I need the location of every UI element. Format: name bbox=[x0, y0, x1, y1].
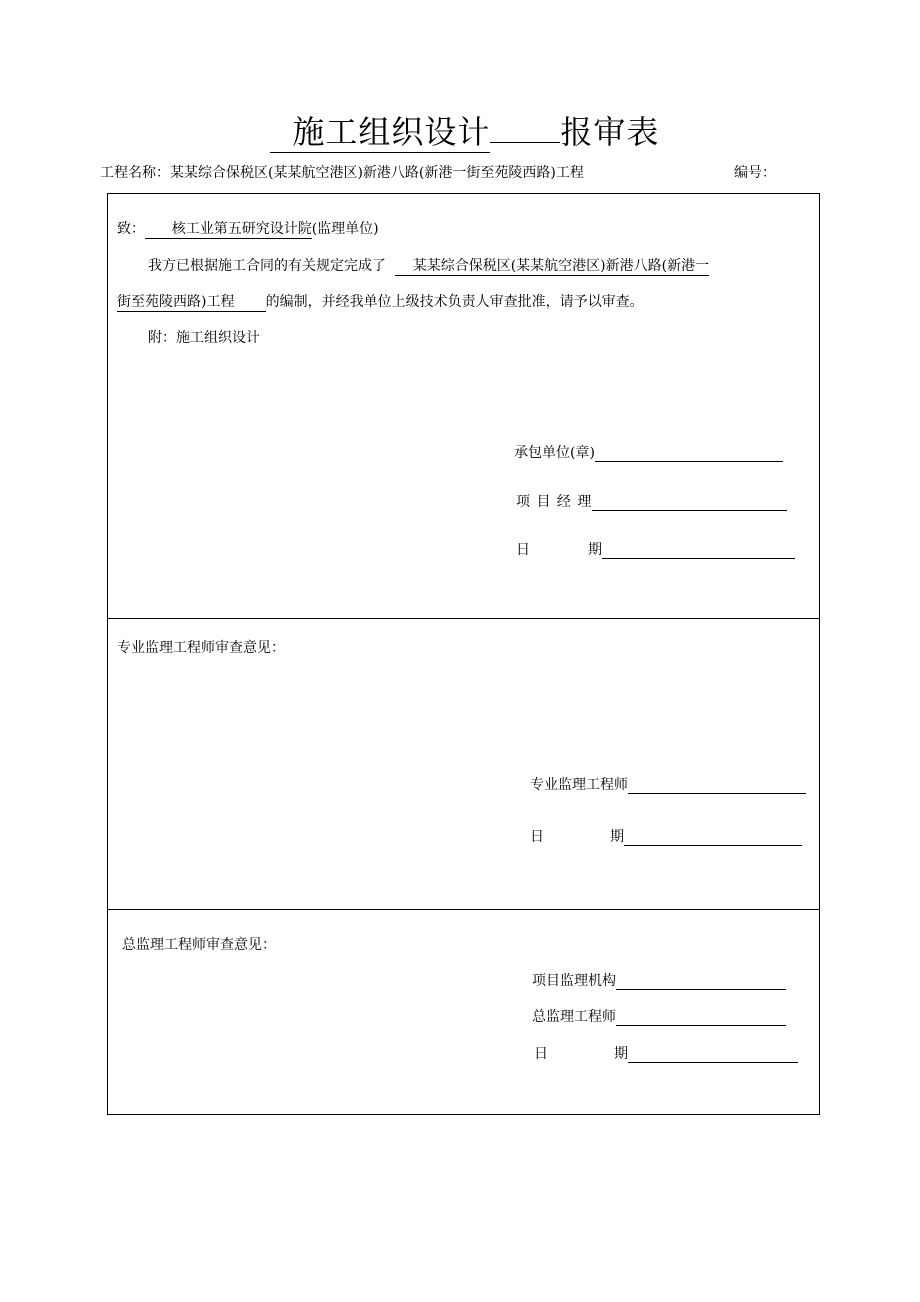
body-project-2: 街至苑陵西路)工程 bbox=[117, 291, 266, 312]
specialist-date-field[interactable] bbox=[624, 831, 802, 846]
to-suffix: (监理单位) bbox=[311, 221, 379, 237]
section-divider bbox=[107, 909, 820, 910]
project-name-row bbox=[100, 162, 584, 182]
body-suffix: 的编制，并经我单位上级技术负责人审查批准，请予以审查。 bbox=[265, 294, 644, 310]
contractor-seal-label: 承包单位(章) bbox=[514, 445, 595, 461]
specialist-sign-field[interactable] bbox=[628, 779, 806, 794]
specialist-date-row bbox=[530, 826, 802, 846]
contractor-date-row bbox=[516, 539, 795, 559]
date-label-b: 期 bbox=[588, 542, 602, 558]
form-title-name: 施工组织设计 bbox=[270, 112, 490, 153]
addressee-line bbox=[117, 218, 379, 239]
contractor-seal-field[interactable] bbox=[595, 447, 783, 462]
number-label: 编号： bbox=[734, 165, 776, 181]
specialist-sign-row bbox=[530, 774, 806, 794]
chief-sign-row bbox=[532, 1006, 786, 1026]
section-divider bbox=[107, 618, 820, 619]
date-label-b: 期 bbox=[614, 1046, 628, 1062]
to-label: 致： bbox=[117, 221, 145, 237]
date-label-a: 日 bbox=[530, 829, 544, 845]
chief-sign-label: 总监理工程师 bbox=[532, 1009, 616, 1025]
chief-date-row bbox=[534, 1043, 798, 1063]
body-prefix: 我方已根据施工合同的有关规定完成了 bbox=[148, 258, 386, 274]
specialist-sign-label: 专业监理工程师 bbox=[530, 777, 628, 793]
specialist-heading: 专业监理工程师审查意见： bbox=[117, 640, 285, 656]
project-manager-row bbox=[516, 491, 787, 511]
supervision-org-field[interactable] bbox=[616, 975, 786, 990]
chief-sign-field[interactable] bbox=[616, 1011, 786, 1026]
form-title-blank bbox=[490, 112, 560, 143]
supervision-org-label: 项目监理机构 bbox=[532, 973, 616, 989]
form-title bbox=[270, 112, 659, 153]
body-line-1 bbox=[148, 255, 709, 276]
project-name: 某某综合保税区(某某航空港区)新港八路(新港一街至苑陵西路)工程 bbox=[170, 165, 584, 181]
project-manager-field[interactable] bbox=[592, 496, 787, 511]
project-manager-label: 项 目 经 理 bbox=[516, 494, 593, 510]
contractor-date-field[interactable] bbox=[602, 544, 795, 559]
chief-date-field[interactable] bbox=[628, 1048, 798, 1063]
form-title-suffix: 报审表 bbox=[560, 113, 660, 151]
date-label-b: 期 bbox=[610, 829, 624, 845]
supervision-org-row bbox=[532, 970, 786, 990]
body-project-1: 某某综合保税区(某某航空港区)新港八路(新港一 bbox=[395, 255, 709, 276]
chief-heading: 总监理工程师审查意见： bbox=[122, 937, 276, 953]
date-label-a: 日 bbox=[516, 542, 530, 558]
contractor-seal-row bbox=[514, 442, 783, 462]
project-label: 工程名称： bbox=[100, 165, 170, 181]
date-label-a: 日 bbox=[534, 1046, 548, 1062]
to-recipient: 核工业第五研究设计院 bbox=[145, 218, 312, 239]
attachment-line: 附：施工组织设计 bbox=[148, 330, 260, 346]
body-line-2 bbox=[117, 291, 644, 312]
